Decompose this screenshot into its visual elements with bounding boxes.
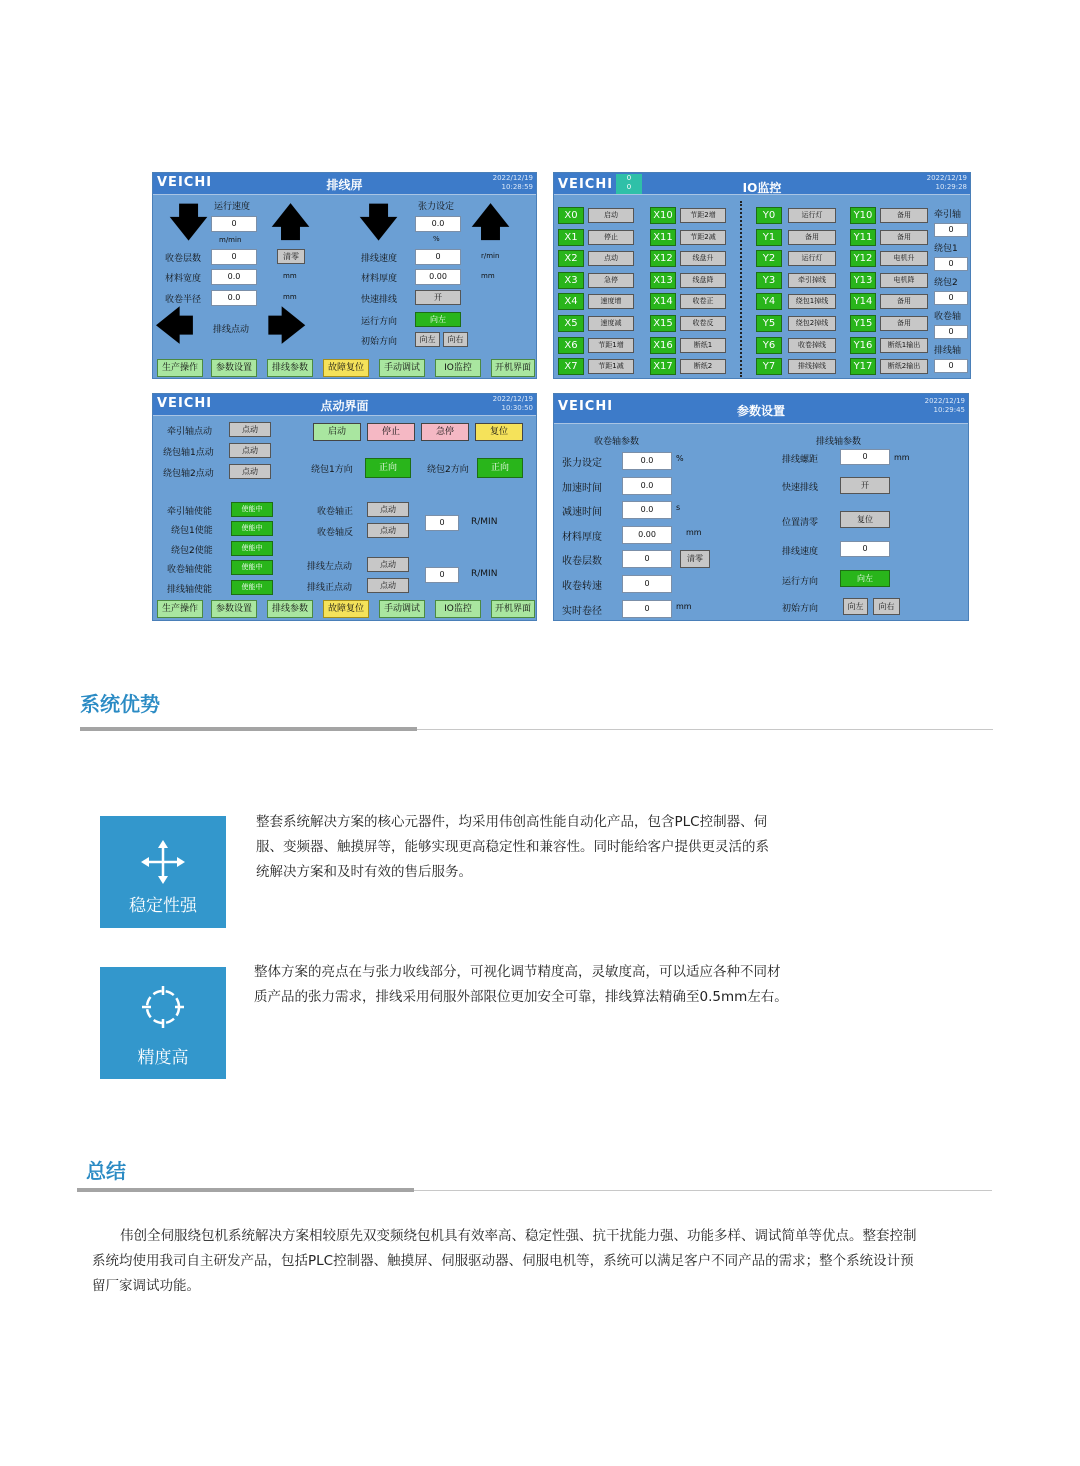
io-point-y2: Y2: [756, 250, 782, 267]
wind-speed-field[interactable]: 0: [425, 515, 459, 531]
run-direction-button[interactable]: 向左: [415, 312, 461, 327]
panel-header: [554, 394, 968, 424]
wire-jog-label: 排线点动: [213, 325, 250, 335]
arrow-down-icon[interactable]: 🡇: [359, 200, 399, 244]
io-label: 运行灯: [788, 208, 836, 223]
arrow-left-icon[interactable]: 🡄: [155, 304, 195, 348]
io-label: 排线掉线: [788, 359, 836, 374]
axis-value[interactable]: 0: [934, 359, 968, 373]
param-unit: mm: [676, 601, 692, 611]
tab-production[interactable]: 生产操作: [157, 359, 203, 377]
run-direction-label: 运行方向: [782, 577, 819, 587]
io-label: 牵引掉线: [788, 273, 836, 288]
enable-label: 绕包1使能: [171, 526, 213, 536]
io-label: 断纸2输出: [880, 359, 928, 374]
io-point-x13: X13: [650, 272, 676, 289]
tab-wire-params[interactable]: 排线参数: [267, 600, 313, 618]
wire-speed-unit: R/MIN: [471, 569, 498, 579]
io-label: 备用: [880, 316, 928, 331]
io-label: 备用: [880, 294, 928, 309]
run-direction-button[interactable]: 向左: [840, 570, 890, 587]
param-field[interactable]: 0.0: [622, 501, 672, 519]
hmi-jog-screen: [152, 393, 537, 621]
io-point-y6: Y6: [756, 337, 782, 354]
clear-button[interactable]: 清零: [680, 550, 710, 568]
jog-label: 牵引轴点动: [167, 427, 213, 437]
wrap1-direction-button[interactable]: 正向: [365, 458, 411, 478]
width-label: 材料宽度: [165, 274, 202, 284]
param-label: 材料厚度: [562, 531, 602, 543]
thickness-label: 材料厚度: [361, 274, 398, 284]
divider: [77, 1188, 414, 1192]
init-right-button[interactable]: 向右: [443, 332, 468, 347]
io-point-y5: Y5: [756, 315, 782, 332]
tab-production[interactable]: 生产操作: [157, 600, 203, 618]
wrap2-direction-label: 绕包2方向: [427, 465, 469, 475]
io-label: 点动: [588, 251, 634, 266]
wire-speed-unit: r/min: [481, 252, 500, 260]
axis-label: 排线轴: [934, 346, 962, 356]
io-point-x4: X4: [558, 293, 584, 310]
wind-forward-jog-button[interactable]: 点动: [367, 502, 409, 517]
wire-right-jog-label: 排线正点动: [307, 583, 353, 593]
io-label: 节距1增: [588, 338, 634, 353]
enable-label: 牵引轴使能: [167, 507, 213, 517]
io-point-y10: Y10: [850, 207, 876, 224]
io-label: 收卷反: [680, 316, 726, 331]
io-point-x2: X2: [558, 250, 584, 267]
param-label: 加速时间: [562, 482, 602, 494]
panel-datetime: 2022/12/19 10:29:45: [924, 397, 965, 414]
io-point-x16: X16: [650, 337, 676, 354]
feature-caption: 精度高: [137, 1048, 189, 1068]
tension-field[interactable]: 0.0: [415, 216, 461, 232]
axis-label: 牵引轴: [934, 210, 962, 220]
param-field[interactable]: 0: [622, 575, 672, 593]
move-arrows-icon: [100, 838, 226, 893]
io-point-x0: X0: [558, 207, 584, 224]
wind-reverse-label: 收卷轴反: [317, 528, 354, 538]
wire-speed-label: 排线速度: [361, 254, 398, 264]
wind-speed-unit: R/MIN: [471, 517, 498, 527]
tension-unit: %: [433, 235, 440, 243]
section-title-advantages: 系统优势: [80, 692, 160, 716]
tab-parameters[interactable]: 参数设置: [211, 600, 257, 618]
tab-manual-debug[interactable]: 手动调试: [379, 600, 425, 618]
panel-header: [153, 173, 536, 195]
wire-speed-label: 排线速度: [782, 547, 819, 557]
io-label: 急停: [588, 273, 634, 288]
io-point-x15: X15: [650, 315, 676, 332]
io-point-x1: X1: [558, 229, 584, 246]
enable-button[interactable]: 使能中: [231, 541, 273, 556]
tab-io-monitor[interactable]: IO监控: [435, 359, 481, 377]
reset-button[interactable]: 复位: [475, 423, 523, 441]
io-label: 运行灯: [788, 251, 836, 266]
panel-header: [153, 394, 536, 416]
run-speed-field[interactable]: 0: [211, 216, 257, 232]
io-label: 备用: [880, 208, 928, 223]
emergency-stop-button[interactable]: 急停: [421, 423, 469, 441]
status-badge: 0 0: [616, 174, 642, 194]
position-clear-label: 位置清零: [782, 518, 819, 528]
axis-label: 绕包2: [934, 278, 958, 288]
panel-datetime: 2022/12/19 10:28:59: [492, 174, 533, 191]
io-point-x5: X5: [558, 315, 584, 332]
enable-label: 绕包2使能: [171, 546, 213, 556]
wrap2-direction-button[interactable]: 正向: [477, 458, 523, 478]
enable-button[interactable]: 使能中: [231, 560, 273, 575]
arrow-right-icon[interactable]: 🡆: [267, 304, 307, 348]
io-label: 绕包1掉线: [788, 294, 836, 309]
io-label: 停止: [588, 230, 634, 245]
panel-title: 参数设置: [736, 404, 785, 418]
pitch-label: 排线螺距: [782, 455, 819, 465]
position-reset-button[interactable]: 复位: [840, 511, 890, 528]
jog-button[interactable]: 点动: [229, 422, 271, 437]
init-left-button[interactable]: 向左: [843, 598, 868, 615]
io-point-y3: Y3: [756, 272, 782, 289]
tab-wire-params[interactable]: 排线参数: [267, 359, 313, 377]
param-unit: %: [676, 454, 684, 463]
fast-wiring-button[interactable]: 开: [415, 290, 461, 305]
tab-startup[interactable]: 开机界面: [491, 600, 535, 618]
axis-value[interactable]: 0: [934, 291, 968, 305]
wire-right-jog-button[interactable]: 点动: [367, 578, 409, 593]
io-point-x3: X3: [558, 272, 584, 289]
param-label: 减速时间: [562, 507, 602, 519]
param-field[interactable]: 0.0: [622, 477, 672, 495]
tension-label: 张力设定: [418, 202, 455, 212]
run-direction-label: 运行方向: [361, 317, 398, 327]
stop-button[interactable]: 停止: [367, 423, 415, 441]
param-field[interactable]: 0.0: [622, 452, 672, 470]
io-point-x11: X11: [650, 229, 676, 246]
tab-startup[interactable]: 开机界面: [491, 359, 535, 377]
io-point-y0: Y0: [756, 207, 782, 224]
io-point-x17: X17: [650, 358, 676, 375]
io-point-y13: Y13: [850, 272, 876, 289]
io-point-y15: Y15: [850, 315, 876, 332]
io-point-x14: X14: [650, 293, 676, 310]
arrow-down-icon[interactable]: 🡇: [169, 200, 209, 244]
wire-axis-header: 排线轴参数: [816, 437, 862, 447]
io-label: 备用: [788, 230, 836, 245]
hmi-parameter-screen: [553, 393, 969, 621]
param-unit: s: [676, 503, 681, 513]
hmi-io-monitor: [553, 172, 971, 379]
layers-label: 收卷层数: [165, 254, 202, 264]
axis-value[interactable]: 0: [934, 223, 968, 237]
arrow-up-icon[interactable]: 🡅: [271, 200, 311, 244]
jog-button[interactable]: 点动: [229, 443, 271, 458]
panel-datetime: 2022/12/19 10:30:50: [492, 395, 533, 412]
pitch-unit: mm: [894, 453, 910, 462]
feature-caption: 稳定性强: [129, 896, 197, 916]
param-label: 收卷转速: [562, 581, 602, 592]
io-label: 绕包2掉线: [788, 316, 836, 331]
wire-left-jog-button[interactable]: 点动: [367, 557, 409, 572]
panel-datetime: 2022/12/19 10:29:28: [926, 174, 967, 191]
param-unit: mm: [686, 527, 702, 537]
width-unit: mm: [283, 272, 297, 280]
enable-button[interactable]: 使能中: [231, 502, 273, 517]
io-label: 节距2增: [680, 208, 726, 223]
io-point-x12: X12: [650, 250, 676, 267]
tab-io-monitor[interactable]: IO监控: [435, 600, 481, 618]
axis-label: 收卷轴: [934, 312, 962, 322]
param-label: 张力设定: [562, 458, 602, 469]
fast-wiring-label: 快速排线: [782, 483, 819, 493]
io-label: 线盘降: [680, 273, 726, 288]
thickness-unit: mm: [481, 272, 495, 280]
feature-precision-text: 整体方案的亮点在与张力收线部分，可视化调节精度高，灵敏度高，可以适应各种不同材 质产品的张力需求，排线采用伺服外部限位更加安全可靠，排线算法精确至0.5mm左右。: [254, 964, 788, 1005]
wire-speed-field[interactable]: 0: [425, 567, 459, 583]
radius-field[interactable]: 0.0: [211, 290, 257, 306]
io-label: 电机升: [880, 251, 928, 266]
io-label: 断纸1: [680, 338, 726, 353]
panel-title: 排线屏: [326, 178, 363, 192]
brand-logo: VEICHI: [558, 177, 614, 192]
brand-logo: VEICHI: [157, 396, 213, 411]
init-direction-label: 初始方向: [361, 337, 398, 347]
tab-parameters[interactable]: 参数设置: [211, 359, 257, 377]
axis-value[interactable]: 0: [934, 325, 968, 339]
io-point-y16: Y16: [850, 337, 876, 354]
param-label: 收卷层数: [562, 556, 602, 568]
io-label: 速度增: [588, 294, 634, 309]
radius-label: 收卷半径: [165, 295, 202, 305]
io-point-x6: X6: [558, 337, 584, 354]
wind-reverse-jog-button[interactable]: 点动: [367, 523, 409, 538]
io-label: 启动: [588, 208, 634, 223]
axis-value[interactable]: 0: [934, 257, 968, 271]
io-label: 速度减: [588, 316, 634, 331]
section-title-summary: 总结: [86, 1159, 126, 1183]
io-label: 断纸2: [680, 359, 726, 374]
io-label: 备用: [880, 230, 928, 245]
brand-logo: VEICHI: [157, 175, 213, 190]
panel-header: [554, 173, 970, 195]
feature-stability: [100, 816, 226, 928]
param-field[interactable]: 0: [622, 550, 672, 568]
init-direction-label: 初始方向: [782, 604, 819, 614]
panel-title: 点动界面: [320, 399, 369, 413]
clear-button[interactable]: 清零: [277, 249, 305, 264]
io-label: 节距2减: [680, 230, 726, 245]
init-right-button[interactable]: 向右: [873, 598, 900, 615]
io-point-y4: Y4: [756, 293, 782, 310]
run-speed-unit: m/min: [219, 236, 242, 244]
fast-wiring-label: 快速排线: [361, 295, 398, 305]
param-field[interactable]: 0.00: [622, 526, 672, 544]
io-point-y7: Y7: [756, 358, 782, 375]
jog-label: 绕包轴2点动: [163, 469, 214, 479]
run-speed-label: 运行速度: [214, 202, 251, 212]
fast-wiring-button[interactable]: 开: [840, 477, 890, 494]
enable-label: 收卷轴使能: [167, 565, 213, 575]
wire-speed-field[interactable]: 0: [415, 249, 461, 265]
io-point-y11: Y11: [850, 229, 876, 246]
radius-unit: mm: [283, 293, 297, 301]
init-left-button[interactable]: 向左: [415, 332, 440, 347]
panel-title: IO监控: [742, 181, 782, 195]
io-label: 节距1减: [588, 359, 634, 374]
brand-logo: VEICHI: [558, 399, 614, 414]
axis-label: 绕包1: [934, 244, 958, 254]
io-label: 断纸1输出: [880, 338, 928, 353]
io-point-y1: Y1: [756, 229, 782, 246]
jog-button[interactable]: 点动: [229, 464, 271, 479]
io-label: 线盘升: [680, 251, 726, 266]
io-point-y17: Y17: [850, 358, 876, 375]
wire-left-jog-label: 排线左点动: [307, 562, 353, 572]
io-label: 收卷掉线: [788, 338, 836, 353]
thickness-field[interactable]: 0.00: [415, 269, 461, 285]
io-point-x10: X10: [650, 207, 676, 224]
feature-precision: [100, 967, 226, 1079]
divider: [80, 727, 417, 731]
enable-button[interactable]: 使能中: [231, 580, 273, 595]
jog-label: 绕包轴1点动: [163, 448, 214, 458]
layers-field[interactable]: 0: [211, 249, 257, 265]
tab-fault-reset[interactable]: 故障复位: [323, 359, 369, 377]
io-point-y14: Y14: [850, 293, 876, 310]
io-label: 电机降: [880, 273, 928, 288]
width-field[interactable]: 0.0: [211, 269, 257, 285]
summary-text: 伟创全伺服绕包机系统解决方案相较原先双变频绕包机具有效率高、稳定性强、抗干扰能力强、功能多样、调试简单等优点。整套控制 系统均使用我司自主研发产品，包括PLC控制器、触摸屏、伺服驱动器、伺服电机等，系统可以满足客户不同产品的需求；整个系统设计预 留厂家调试功能。: [92, 1228, 917, 1294]
io-point-y12: Y12: [850, 250, 876, 267]
wind-forward-label: 收卷轴正: [317, 507, 354, 517]
hmi-wiring-screen: [152, 172, 537, 379]
divider: [740, 201, 742, 377]
wind-axis-header: 收卷轴参数: [594, 437, 640, 447]
param-field[interactable]: 0: [622, 600, 672, 618]
tab-fault-reset[interactable]: 故障复位: [323, 600, 369, 618]
tab-manual-debug[interactable]: 手动调试: [379, 359, 425, 377]
enable-label: 排线轴使能: [167, 585, 213, 595]
start-button[interactable]: 启动: [313, 423, 361, 441]
io-point-x7: X7: [558, 358, 584, 375]
pitch-field[interactable]: 0: [840, 449, 890, 465]
wire-speed-field[interactable]: 0: [840, 541, 890, 557]
precision-target-icon: [100, 983, 226, 1038]
io-label: 收卷正: [680, 294, 726, 309]
arrow-up-icon[interactable]: 🡅: [471, 200, 511, 244]
enable-button[interactable]: 使能中: [231, 521, 273, 536]
feature-stability-text: 整套系统解决方案的核心元器件，均采用伟创高性能自动化产品，包含PLC控制器、伺 服、变频器、触摸屏等，能够实现更高稳定性和兼容性。同时能给客户提供更灵活的系 统解决方案和及时有效的售后服务。: [256, 814, 769, 880]
param-label: 实时卷径: [562, 605, 602, 617]
wrap1-direction-label: 绕包1方向: [311, 465, 353, 475]
